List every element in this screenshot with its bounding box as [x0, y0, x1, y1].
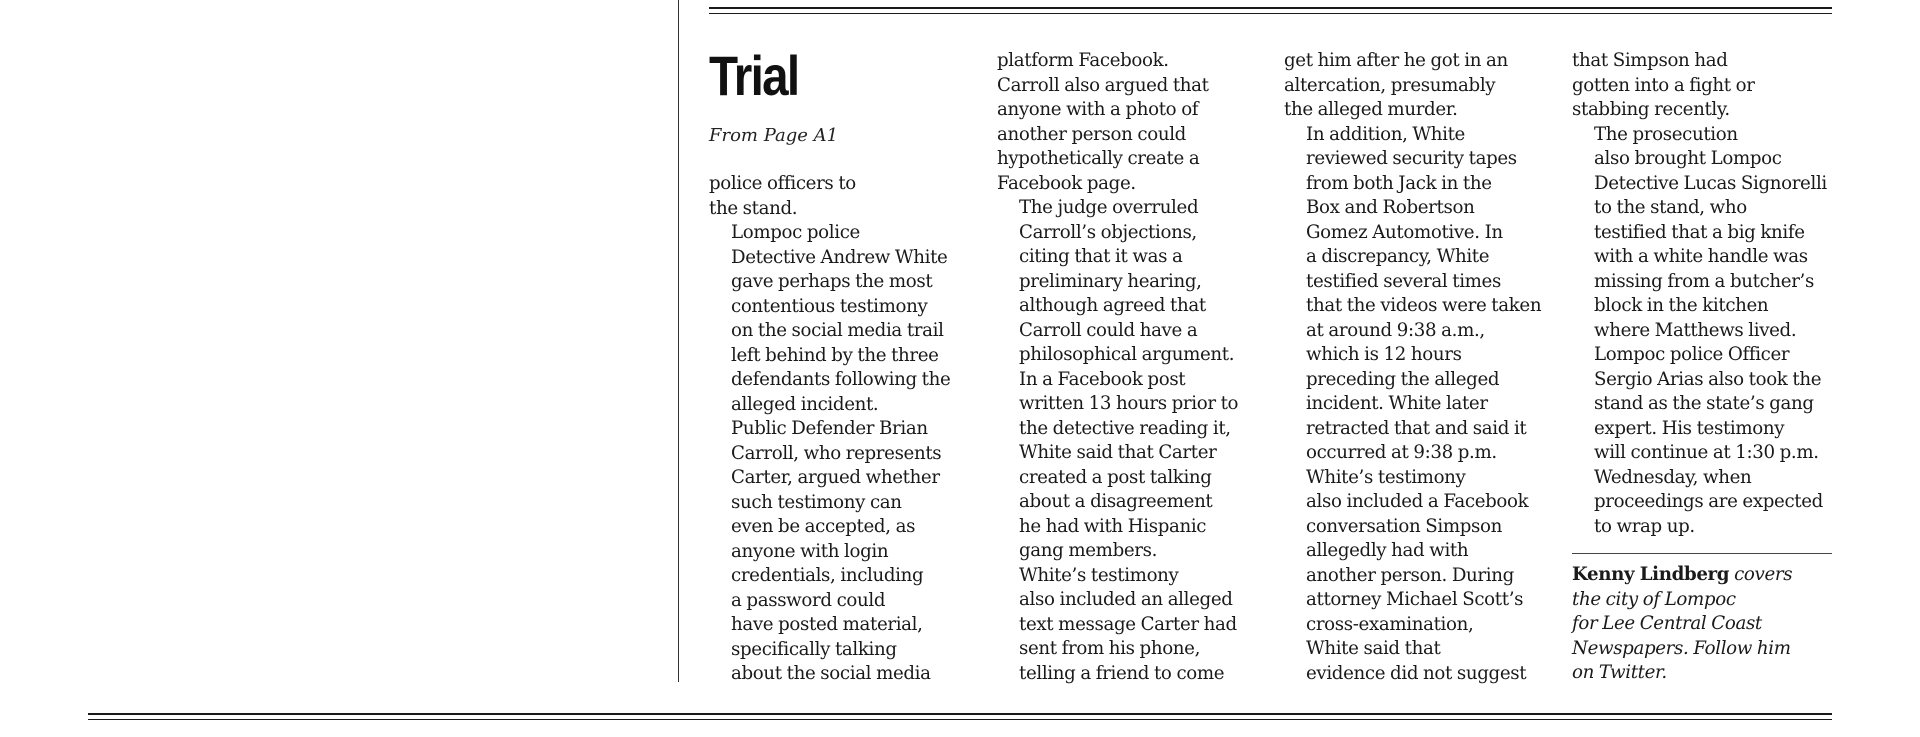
- text-line: White said that Carter: [1019, 442, 1217, 463]
- text-line: will continue at 1:30 p.m.: [1594, 442, 1819, 463]
- text-line: get him after he got in an: [1284, 50, 1508, 71]
- text-line: specifically talking: [731, 638, 897, 660]
- text-line: a password could: [731, 589, 886, 611]
- text-line: occurred at 9:38 p.m.: [1306, 442, 1497, 463]
- text-line: Lompoc police: [731, 222, 860, 243]
- text-line: White’s testimony: [1019, 564, 1179, 586]
- text-line: Carter, argued whether: [731, 467, 940, 488]
- author-name: Kenny Lindberg: [1572, 564, 1730, 585]
- text-line: allegedly had with: [1306, 540, 1469, 561]
- text-line: Carroll also argued that: [997, 74, 1209, 96]
- text-line: to the stand, who: [1594, 197, 1747, 218]
- text-line: police officers to: [709, 173, 856, 194]
- article-column-2: [997, 49, 1259, 686]
- text-line: cross-examination,: [1306, 613, 1474, 635]
- paragraph: [709, 221, 971, 417]
- text-line: anyone with a photo of: [997, 99, 1199, 120]
- text-line: testified that a big knife: [1594, 221, 1805, 243]
- text-line: left behind by the three: [731, 344, 939, 366]
- text-line: Public Defender Brian: [731, 418, 928, 439]
- text-line: Detective Andrew White: [731, 246, 948, 268]
- text-line: White’s testimony: [1306, 466, 1466, 488]
- text-line: Facebook page.: [997, 172, 1136, 194]
- text-line: testified several times: [1306, 270, 1501, 292]
- text-line: In a Facebook post: [1019, 368, 1186, 390]
- top-rule-thin: [709, 13, 1832, 14]
- article-column-1: [709, 172, 971, 687]
- text-line: to wrap up.: [1594, 515, 1695, 537]
- text-line: also included an alleged: [1019, 589, 1233, 610]
- text-line: altercation, presumably: [1284, 74, 1496, 96]
- text-line: that Simpson had: [1572, 50, 1728, 71]
- text-line: White said that: [1306, 638, 1441, 659]
- text-line: about a disagreement: [1019, 491, 1213, 512]
- text-line: text message Carter had: [1019, 613, 1237, 635]
- text-line: Gomez Automotive. In: [1306, 221, 1503, 243]
- text-line: the alleged murder.: [1284, 99, 1458, 120]
- text-line: a discrepancy, White: [1306, 246, 1490, 267]
- text-line: gave perhaps the most: [731, 271, 933, 292]
- tagline-line: on Twitter.: [1572, 662, 1667, 683]
- text-line: block in the kitchen: [1594, 295, 1769, 316]
- article-column-3: [1284, 49, 1546, 686]
- text-line: philosophical argument.: [1019, 344, 1235, 365]
- text-line: missing from a butcher’s: [1594, 270, 1814, 292]
- text-line: defendants following the: [731, 369, 951, 390]
- text-line: also included a Facebook: [1306, 491, 1529, 512]
- text-line: Lompoc police Officer: [1594, 344, 1790, 365]
- text-line: at around 9:38 a.m.,: [1306, 319, 1485, 341]
- text-line: about the social media: [731, 663, 931, 684]
- text-line: anyone with login: [731, 540, 889, 562]
- text-line: platform Facebook.: [997, 50, 1169, 71]
- text-line: alleged incident.: [731, 393, 879, 415]
- column-divider: [678, 0, 679, 682]
- text-line: incident. White later: [1306, 393, 1488, 414]
- text-line: with a white handle was: [1594, 246, 1808, 267]
- text-line: The prosecution: [1594, 123, 1738, 145]
- text-line: the stand.: [709, 197, 798, 219]
- text-line: expert. His testimony: [1594, 417, 1785, 439]
- text-line: another person. During: [1306, 564, 1514, 586]
- text-line: Detective Lucas Signorelli: [1594, 172, 1827, 194]
- paragraph: [709, 172, 971, 221]
- text-line: evidence did not suggest: [1306, 662, 1527, 684]
- article-column-4: [1572, 49, 1834, 539]
- text-line: The judge overruled: [1019, 197, 1199, 218]
- text-line: sent from his phone,: [1019, 638, 1201, 659]
- paragraph: [997, 196, 1259, 368]
- text-line: where Matthews lived.: [1594, 319, 1797, 341]
- text-line: stabbing recently.: [1572, 99, 1730, 120]
- paragraph: [1284, 123, 1546, 466]
- text-line: credentials, including: [731, 565, 924, 586]
- text-line: In addition, White: [1306, 123, 1465, 145]
- text-line: from both Jack in the: [1306, 172, 1492, 194]
- text-line: retracted that and said it: [1306, 417, 1527, 439]
- tagline-rule: [1572, 553, 1832, 554]
- text-line: gotten into a fight or: [1572, 74, 1755, 96]
- text-line: also brought Lompoc: [1594, 148, 1782, 169]
- text-line: reviewed security tapes: [1306, 148, 1517, 169]
- tagline-line: the city of Lompoc: [1572, 588, 1736, 610]
- bottom-rule-thin: [88, 719, 1832, 720]
- text-line: proceedings are expected: [1594, 491, 1823, 512]
- text-line: telling a friend to come: [1019, 662, 1225, 684]
- tagline-text: covers: [1734, 564, 1793, 585]
- text-line: preliminary hearing,: [1019, 270, 1202, 292]
- top-rule-thick: [709, 7, 1832, 9]
- text-line: even be accepted, as: [731, 516, 916, 537]
- paragraph: [1572, 49, 1834, 123]
- text-line: he had with Hispanic: [1019, 515, 1207, 537]
- text-line: have posted material,: [731, 614, 923, 635]
- text-line: created a post talking: [1019, 466, 1212, 488]
- paragraph: [997, 564, 1259, 687]
- text-line: Carroll’s objections,: [1019, 221, 1197, 243]
- text-line: contentious testimony: [731, 295, 928, 317]
- paragraph: [997, 368, 1259, 564]
- text-line: Wednesday, when: [1594, 466, 1752, 488]
- text-line: that the videos were taken: [1306, 295, 1542, 316]
- text-line: conversation Simpson: [1306, 515, 1502, 537]
- paragraph: [1284, 466, 1546, 687]
- paragraph: [997, 49, 1259, 196]
- paragraph: [1572, 123, 1834, 344]
- text-line: stand as the state’s gang: [1594, 393, 1814, 414]
- paragraph: [1284, 49, 1546, 123]
- text-line: another person could: [997, 123, 1186, 145]
- author-tagline: [1572, 563, 1834, 686]
- text-line: on the social media trail: [731, 320, 944, 341]
- text-line: attorney Michael Scott’s: [1306, 589, 1524, 610]
- text-line: Carroll, who represents: [731, 442, 942, 464]
- text-line: written 13 hours prior to: [1019, 393, 1239, 414]
- text-line: Sergio Arias also took the: [1594, 368, 1822, 390]
- bottom-rule-thick: [88, 713, 1832, 715]
- jump-line: From Page A1: [709, 125, 839, 146]
- text-line: such testimony can: [731, 491, 902, 513]
- tagline-line: for Lee Central Coast: [1572, 613, 1762, 634]
- text-line: Box and Robertson: [1306, 197, 1475, 218]
- text-line: which is 12 hours: [1306, 344, 1462, 365]
- text-line: preceding the alleged: [1306, 368, 1500, 390]
- text-line: although agreed that: [1019, 295, 1206, 316]
- text-line: the detective reading it,: [1019, 417, 1231, 439]
- tagline-line: Newspapers. Follow him: [1572, 637, 1791, 659]
- text-line: gang members.: [1019, 540, 1158, 561]
- text-line: Carroll could have a: [1019, 319, 1198, 341]
- paragraph: [1572, 343, 1834, 539]
- text-line: citing that it was a: [1019, 246, 1183, 267]
- article-headline: Trial: [709, 44, 799, 107]
- text-line: hypothetically create a: [997, 148, 1200, 169]
- paragraph: [709, 417, 971, 687]
